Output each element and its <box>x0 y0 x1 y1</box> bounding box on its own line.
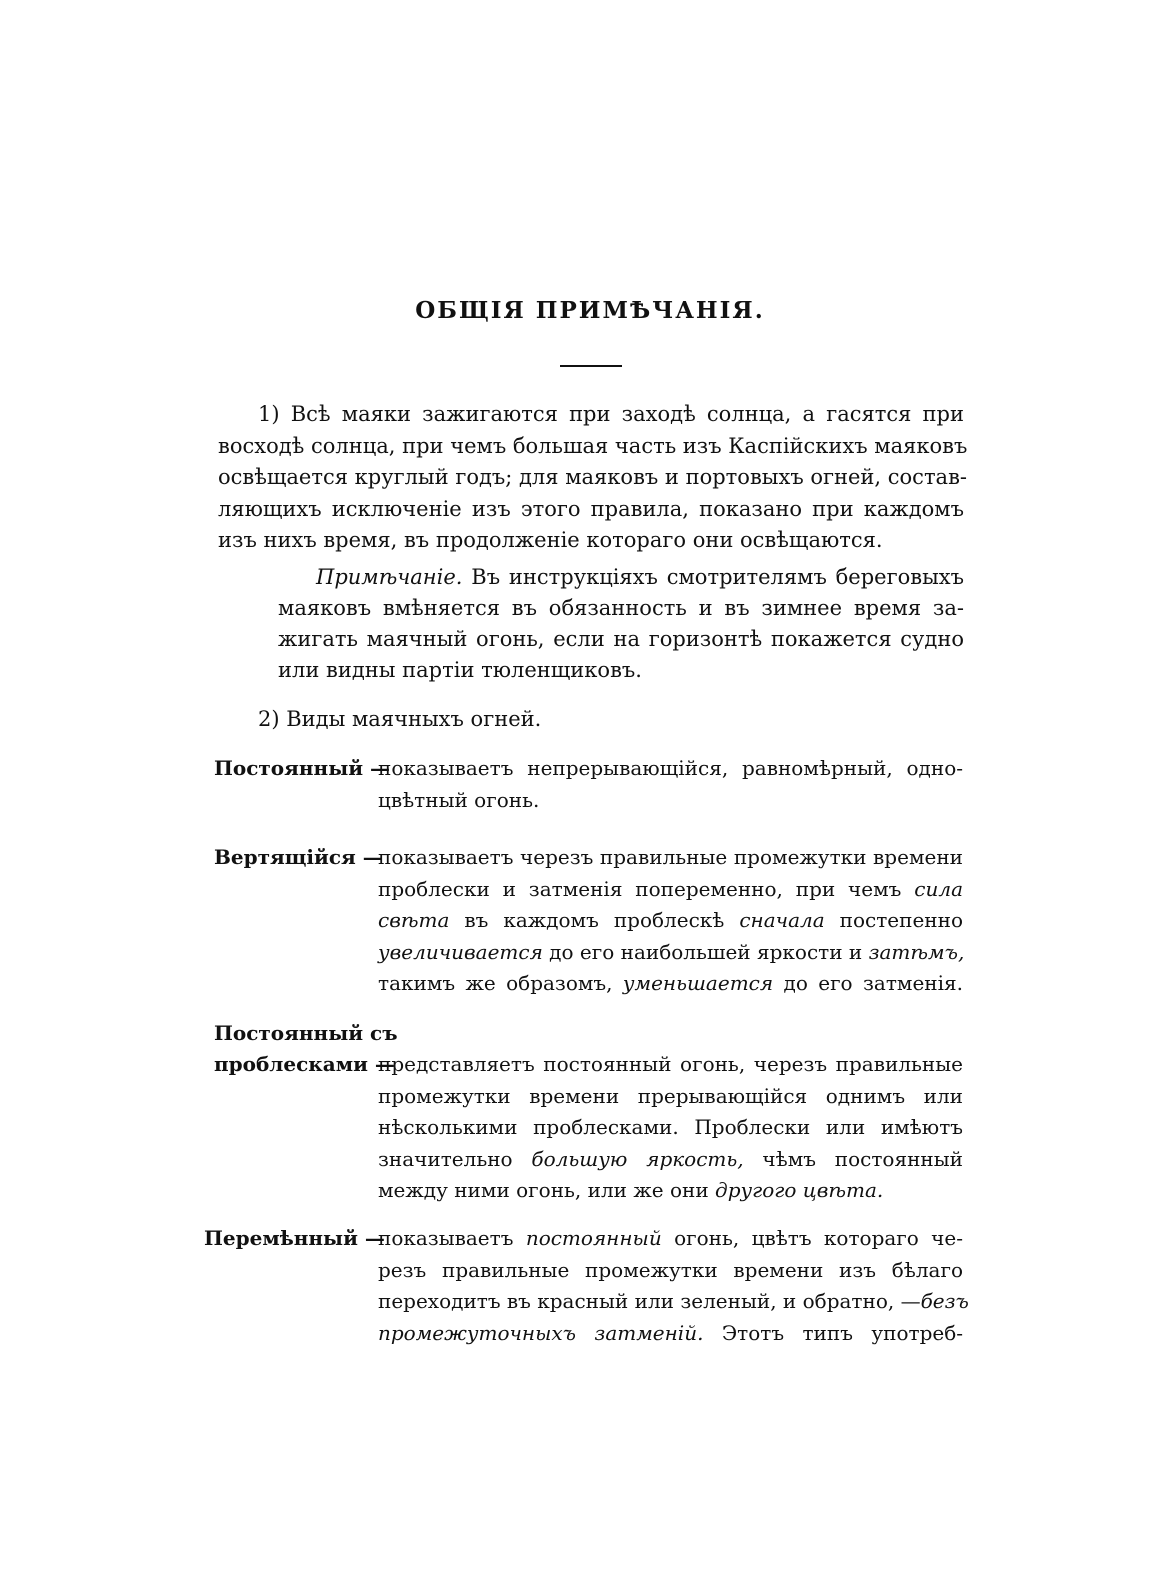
definition-line: увеличивается до его наибольшей яркости и затѣмъ, <box>378 939 965 964</box>
definition-line: нѣсколькими проблесками. Проблески или имѣютъ <box>378 1115 963 1139</box>
definition-fixed <box>378 753 963 816</box>
definition-line: значительно большую яркость, чѣмъ постоянный <box>378 1146 963 1171</box>
note-paragraph <box>278 562 964 686</box>
item-1-line: освѣщается круглый годъ; для маяковъ и портовыхъ огней, состав- <box>218 465 967 489</box>
note-label: Примѣчаніе. <box>316 565 463 589</box>
item-1-line: изъ нихъ время, въ продолженіе котораго они освѣщаются. <box>218 528 883 552</box>
definition-line: промежутки времени прерывающійся однимъ или <box>378 1083 963 1108</box>
page-title: ОБЩІЯ ПРИМѢЧАНІЯ. <box>415 297 765 324</box>
definition-line: свѣта въ каждомъ проблескѣ сначала постепенно <box>378 908 964 932</box>
definition-line: показываетъ черезъ правильные промежутки времени <box>378 845 963 869</box>
definition-line: промежуточныхъ затменій. Этотъ типъ употреб- <box>378 1320 963 1345</box>
definition-line: такимъ же образомъ, уменьшается до его затменія. <box>378 971 963 995</box>
term-line: проблесками — <box>214 1052 395 1076</box>
definition-revolving <box>378 842 963 1000</box>
definition-line: между ними огонь, или же они другого цвѣта. <box>378 1178 884 1202</box>
item-2-heading: 2) Виды маячныхъ огней. <box>258 707 542 731</box>
item-1-line: ляющихъ исключеніе изъ этого правила, показано при каждомъ <box>218 496 964 521</box>
definition-line: цвѣтный огонь. <box>378 787 540 812</box>
item-1-line: 1) Всѣ маяки зажигаются при заходѣ солнца, а гасятся при <box>258 402 964 426</box>
item-1-paragraph <box>218 399 968 557</box>
term-fixed-flashing <box>214 1018 398 1080</box>
definition-line: показываетъ непрерывающійся, равномѣрный, одно- <box>378 756 963 780</box>
item-1-line: восходѣ солнца, при чемъ большая часть изъ Каспійскихъ маяковъ <box>218 433 968 458</box>
definition-line: проблески и затменія попеременно, при чемъ сила <box>378 876 963 901</box>
definition-alternating <box>378 1223 969 1349</box>
term-alternating: Перемѣнный — <box>204 1226 385 1250</box>
note-line: маяковъ вмѣняется въ обязанность и въ зимнее время за- <box>278 596 964 620</box>
definition-line: переходитъ въ красный или зеленый, и обратно, —безъ <box>378 1289 969 1313</box>
note-line: Примѣчаніе. Въ инструкціяхъ смотрителямъ береговыхъ <box>316 565 964 589</box>
definition-line: показываетъ постоянный огонь, цвѣтъ котораго че- <box>378 1226 963 1250</box>
definition-fixed-flashing <box>378 1049 963 1207</box>
definition-line: представляетъ постоянный огонь, черезъ правильные <box>378 1052 963 1076</box>
term-line: Постоянный съ <box>214 1021 398 1045</box>
term-revolving: Вертящійся — <box>214 845 383 869</box>
definition-line: резъ правильные промежутки времени изъ бѣлаго <box>378 1257 963 1282</box>
title-rule <box>560 365 622 367</box>
term-fixed: Постоянный — <box>214 756 391 780</box>
note-line: жигать маячный огонь, если на горизонтѣ покажется судно <box>278 627 964 651</box>
note-line: или видны партіи тюленщиковъ. <box>278 658 642 682</box>
